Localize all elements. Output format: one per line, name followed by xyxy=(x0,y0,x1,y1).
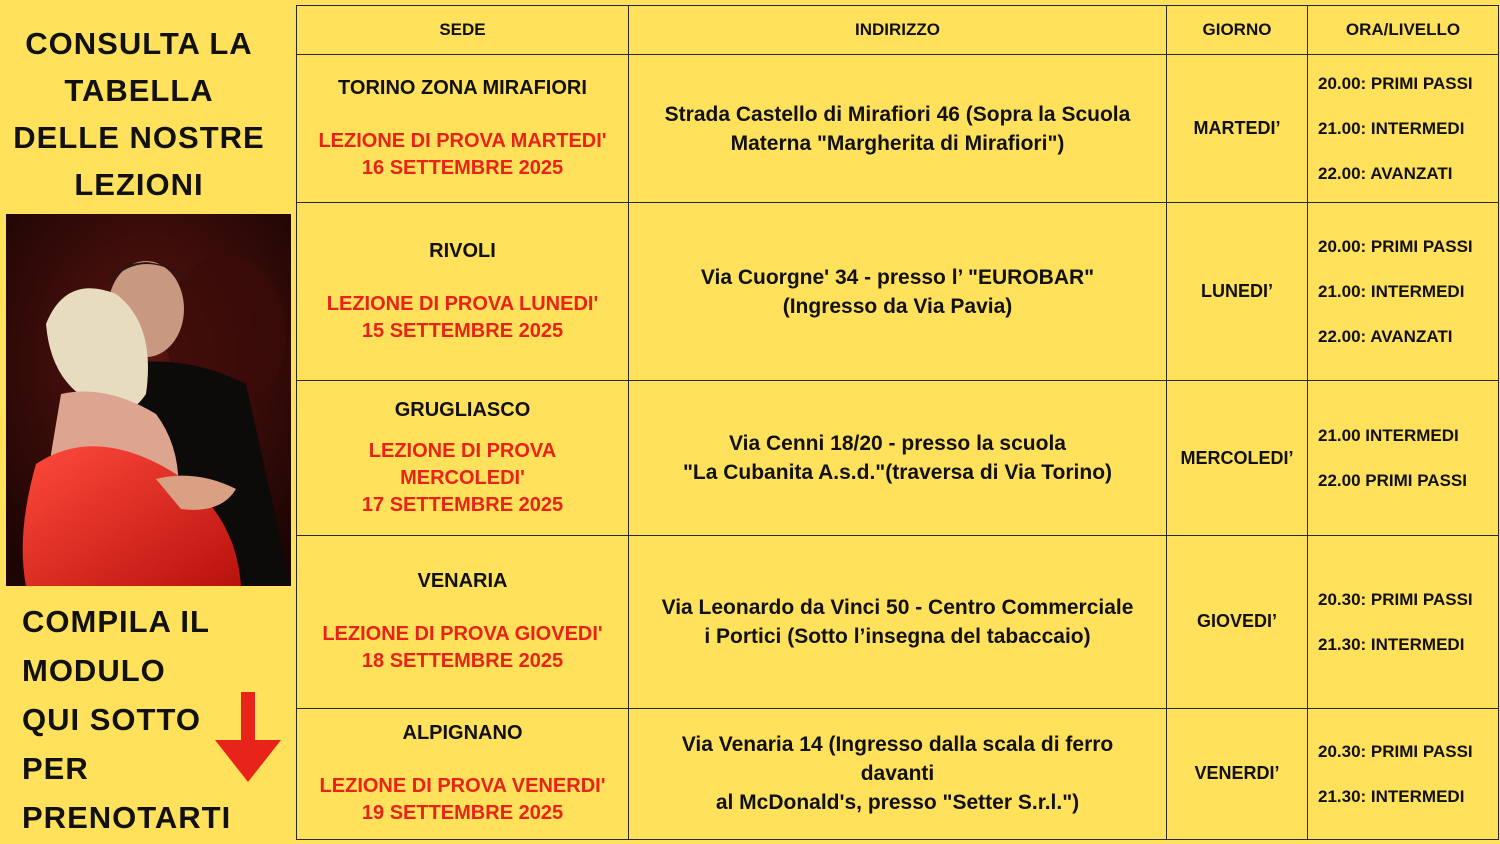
dancers-illustration xyxy=(6,214,291,586)
table-header-row xyxy=(297,6,1499,55)
sede-name: TORINO ZONA MIRAFIORI xyxy=(338,77,587,100)
time-level: 21.00: INTERMEDI xyxy=(1318,282,1465,302)
time-level: 22.00 PRIMI PASSI xyxy=(1318,471,1467,490)
address-line: Materna "Margherita di Mirafiori") xyxy=(730,131,1065,155)
trial-line: MERCOLEDI' xyxy=(400,467,525,489)
time-level: 21.00: INTERMEDI xyxy=(1318,119,1465,139)
page-title xyxy=(0,20,278,208)
trial-lesson-text xyxy=(301,621,624,675)
trial-line: LEZIONE DI PROVA MARTEDI' xyxy=(318,130,607,153)
cta-line: QUI SOTTO xyxy=(22,702,201,737)
address-line: davanti xyxy=(860,762,935,786)
day-cell: MERCOLEDI’ xyxy=(1167,380,1308,535)
address-line: "La Cubanita A.s.d."(traversa di Via Torino) xyxy=(682,461,1113,484)
address-line: al McDonald's, presso "Setter S.r.l.") xyxy=(715,791,1080,815)
table-row xyxy=(297,708,1499,839)
cta-line: MODULO xyxy=(22,653,166,688)
sede-cell xyxy=(297,380,629,535)
title-line: CONSULTA LA xyxy=(25,26,253,61)
day-cell: VENERDI’ xyxy=(1167,708,1308,839)
times-cell xyxy=(1308,536,1499,708)
address-cell xyxy=(629,536,1167,708)
time-level: 20.30: PRIMI PASSI xyxy=(1318,741,1473,761)
trial-lesson-text xyxy=(301,438,624,519)
sede-name: GRUGLIASCO xyxy=(394,399,531,421)
address-line: (Ingresso da Via Pavia) xyxy=(782,294,1013,318)
trial-lesson-text xyxy=(301,291,624,345)
time-level: 20.30: PRIMI PASSI xyxy=(1318,589,1473,609)
times-cell xyxy=(1308,55,1499,203)
trial-line: LEZIONE DI PROVA GIOVEDI' xyxy=(322,623,603,646)
header-indirizzo: INDIRIZZO xyxy=(629,6,1167,55)
table-row xyxy=(297,203,1499,380)
address-cell xyxy=(629,55,1167,203)
trial-line: LEZIONE DI PROVA VENERDI' xyxy=(319,775,606,798)
arrow-down-icon xyxy=(215,692,281,782)
address-line: Via Leonardo da Vinci 50 - Centro Commerciale xyxy=(661,595,1134,619)
trial-line: 17 SETTEMBRE 2025 xyxy=(361,494,564,516)
address-line: i Portici (Sotto l’insegna del tabaccaio) xyxy=(704,624,1091,648)
table-row xyxy=(297,536,1499,708)
table-row xyxy=(297,380,1499,535)
address-cell xyxy=(629,380,1167,535)
sede-name: VENARIA xyxy=(417,570,508,593)
time-level: 20.00: PRIMI PASSI xyxy=(1318,74,1473,94)
trial-line: 16 SETTEMBRE 2025 xyxy=(361,157,564,180)
trial-line: LEZIONE DI PROVA xyxy=(368,440,557,462)
time-level: 21.30: INTERMEDI xyxy=(1318,634,1465,654)
address-cell xyxy=(629,708,1167,839)
title-line: DELLE NOSTRE xyxy=(13,120,265,155)
title-line: LEZIONI xyxy=(74,167,204,202)
times-cell xyxy=(1308,203,1499,380)
header-giorno: GIORNO xyxy=(1167,6,1308,55)
dancers-photo xyxy=(6,214,291,586)
time-level: 21.00 INTERMEDI xyxy=(1318,426,1459,445)
address-line: Strada Castello di Mirafiori 46 (Sopra la Scuola xyxy=(664,102,1131,126)
day-cell: LUNEDI’ xyxy=(1167,203,1308,380)
sede-cell xyxy=(297,708,629,839)
sede-name: ALPIGNANO xyxy=(402,722,523,745)
time-level: 22.00: AVANZATI xyxy=(1318,164,1453,184)
title-line: TABELLA xyxy=(64,73,214,108)
sede-cell xyxy=(297,55,629,203)
trial-lesson-text xyxy=(301,773,624,827)
cta-line: COMPILA IL xyxy=(22,604,210,639)
day-cell: MARTEDI’ xyxy=(1167,55,1308,203)
trial-line: 18 SETTEMBRE 2025 xyxy=(361,650,564,673)
times-cell xyxy=(1308,380,1499,535)
address-cell xyxy=(629,203,1167,380)
cta-line: PRENOTARTI xyxy=(22,800,232,835)
lessons-table xyxy=(296,5,1499,840)
trial-line: LEZIONE DI PROVA LUNEDI' xyxy=(326,293,599,316)
sede-cell xyxy=(297,203,629,380)
address-line: Via Venaria 14 (Ingresso dalla scala di ferro xyxy=(681,733,1114,757)
address-line: Via Cuorgne' 34 - presso l’ "EUROBAR" xyxy=(700,265,1095,289)
times-cell xyxy=(1308,708,1499,839)
time-level: 22.00: AVANZATI xyxy=(1318,327,1453,347)
address-line: Via Cenni 18/20 - presso la scuola xyxy=(729,432,1066,455)
trial-line: 19 SETTEMBRE 2025 xyxy=(361,802,564,825)
header-ora-livello: ORA/LIVELLO xyxy=(1308,6,1499,55)
table-row xyxy=(297,55,1499,203)
time-level: 21.30: INTERMEDI xyxy=(1318,786,1465,806)
day-cell: GIOVEDI’ xyxy=(1167,536,1308,708)
sede-cell xyxy=(297,536,629,708)
trial-lesson-text xyxy=(301,128,624,182)
trial-line: 15 SETTEMBRE 2025 xyxy=(361,320,564,343)
cta-line: PER xyxy=(22,751,89,786)
time-level: 20.00: PRIMI PASSI xyxy=(1318,237,1473,257)
header-sede: SEDE xyxy=(297,6,629,55)
sede-name: RIVOLI xyxy=(429,240,496,263)
